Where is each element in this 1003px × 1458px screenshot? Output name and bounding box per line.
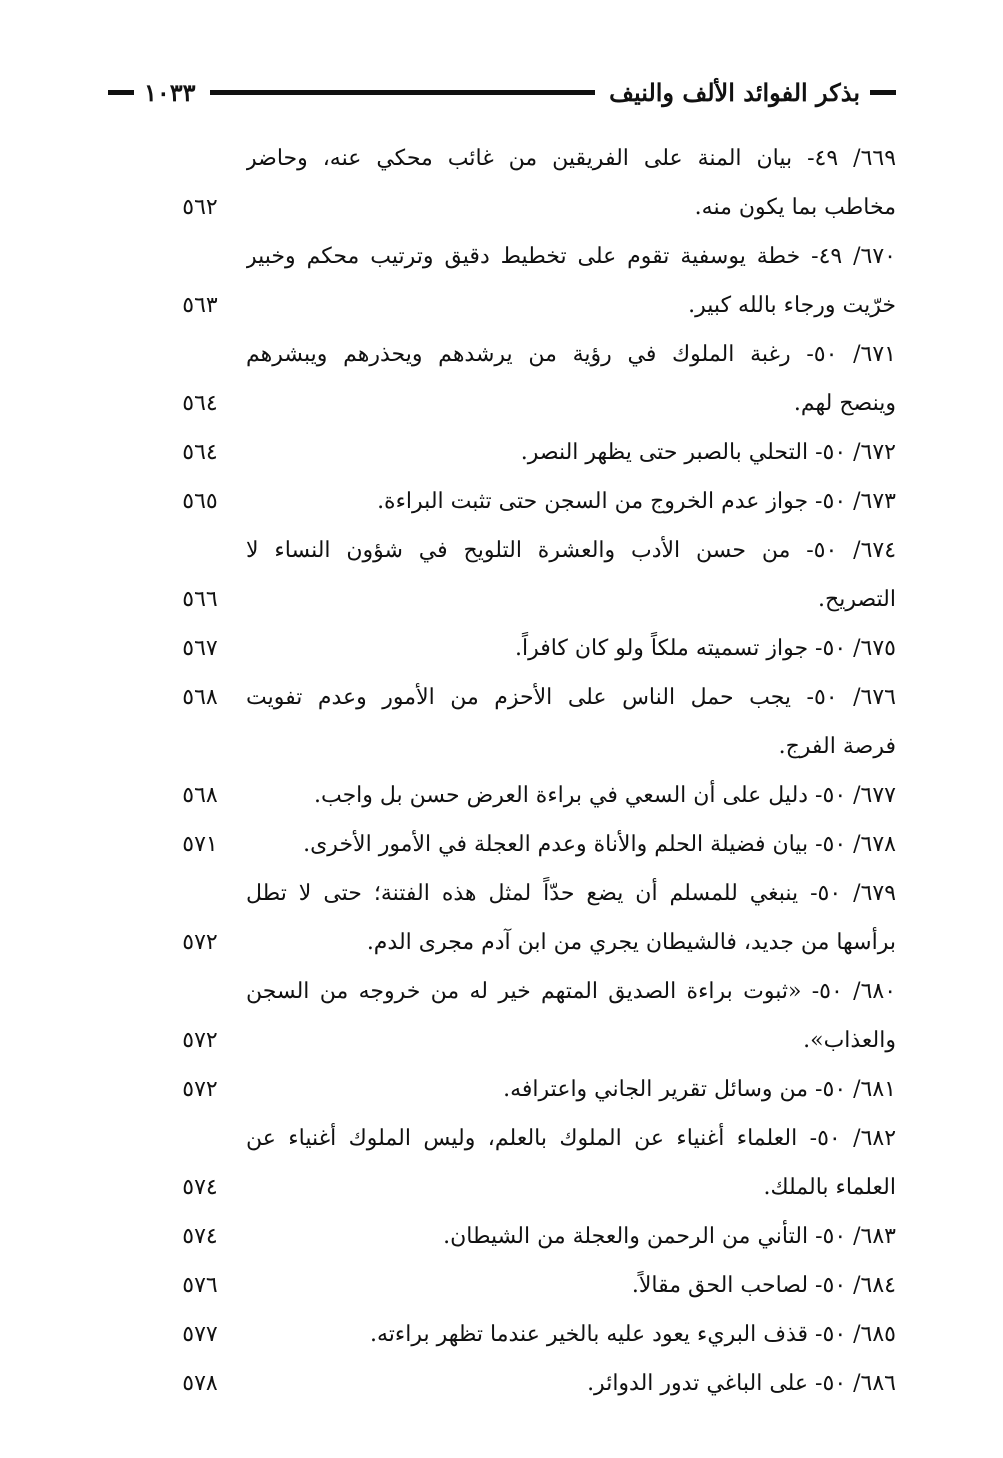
- entry-text: العلماء بالملك.: [763, 1175, 896, 1200]
- entry-text: ٦٧٢/ ٥٠- التحلي بالصبر حتى يظهر النصر.: [520, 440, 896, 465]
- header-page-number: ١٠٣٣: [144, 77, 196, 107]
- entry-text: ٦٨٢/ ٥٠- العلماء أغنياء عن الملوك بالعلم، وليس الملوك أغنياء عن: [246, 1126, 896, 1151]
- index-entry-line: [108, 870, 896, 918]
- entry-text: فرصة الفرج.: [778, 734, 896, 759]
- entry-text: ٦٧١/ ٥٠- رغبة الملوك في رؤية من يرشدهم ويحذرهم ويبشرهم: [246, 342, 896, 367]
- index-entry-line: [108, 1017, 896, 1065]
- entry-page-number: ٥٦٧: [182, 636, 218, 661]
- entry-page-number: ٥٦٣: [182, 293, 218, 318]
- entry-page-number: ٥٦٢: [182, 195, 218, 220]
- entry-text: ٦٨٥/ ٥٠- قذف البريء يعود عليه بالخير عندما تظهر براءته.: [369, 1322, 896, 1347]
- entry-text: ٦٧٥/ ٥٠- جواز تسميته ملكاً ولو كان كافراً.: [514, 636, 896, 661]
- entry-page-number: ٥٧٨: [182, 1371, 218, 1396]
- index-entry-line: [108, 1311, 896, 1359]
- index-entry-line: [108, 674, 896, 722]
- entry-text: ٦٧٩/ ٥٠- ينبغي للمسلم أن يضع حدّاً لمثل هذه الفتنة؛ حتى لا تطل: [246, 881, 896, 906]
- index-entry-line: [108, 282, 896, 330]
- index-entry-line: [108, 233, 896, 281]
- entry-text: ٦٧٣/ ٥٠- جواز عدم الخروج من السجن حتى تثبت البراءة.: [377, 489, 896, 514]
- header-dash-right: [870, 90, 896, 95]
- entry-text: ٦٧٨/ ٥٠- بيان فضيلة الحلم والأناة وعدم العجلة في الأمور الأخرى.: [303, 832, 896, 857]
- entry-text: خرّيت ورجاء بالله كبير.: [688, 293, 896, 318]
- index-entry-line: [108, 723, 896, 771]
- entry-page-number: ٥٦٦: [182, 587, 218, 612]
- entry-text: ٦٨٣/ ٥٠- التأني من الرحمن والعجلة من الشيطان.: [443, 1224, 896, 1249]
- index-entry-line: [108, 478, 896, 526]
- entry-page-number: ٥٧٢: [182, 1028, 218, 1053]
- entry-page-number: ٥٦٨: [182, 685, 218, 710]
- entry-page-number: ٥٧٧: [182, 1322, 218, 1347]
- index-entry-line: [108, 331, 896, 379]
- header-title: بذكر الفوائد الألف والنيف: [609, 77, 860, 107]
- index-entry-line: [108, 380, 896, 428]
- index-entry-line: [108, 1262, 896, 1310]
- header-dash-left: [108, 90, 134, 95]
- entry-page-number: ٥٧٤: [182, 1224, 218, 1249]
- index-entry-line: [108, 527, 896, 575]
- index-entry-line: [108, 919, 896, 967]
- index-entry-line: [108, 135, 896, 183]
- index-entry-line: [108, 1213, 896, 1261]
- entry-text: مخاطب بما يكون منه.: [694, 195, 896, 220]
- index-entry-line: [108, 1115, 896, 1163]
- index-entry-line: [108, 576, 896, 624]
- entry-text: ٦٧٧/ ٥٠- دليل على أن السعي في براءة العرض حسن بل واجب.: [313, 783, 896, 808]
- entry-text: ٦٨٤/ ٥٠- لصاحب الحق مقالاً.: [631, 1273, 896, 1298]
- running-header: [108, 70, 896, 114]
- entry-text: ٦٨٠/ ٥٠- «ثبوت براءة الصديق المتهم خير له من خروجه من السجن: [246, 979, 896, 1004]
- index-entry-line: [108, 1066, 896, 1114]
- index-entry-line: [108, 772, 896, 820]
- entry-text: ٦٨١/ ٥٠- من وسائل تقرير الجاني واعترافه.: [503, 1077, 896, 1102]
- entry-text: ٦٨٦/ ٥٠- على الباغي تدور الدوائر.: [587, 1371, 896, 1396]
- entry-text: برأسها من جديد، فالشيطان يجري من ابن آدم مجرى الدم.: [366, 930, 896, 955]
- header-rule: [210, 90, 596, 95]
- entry-text: وينصح لهم.: [793, 391, 896, 416]
- entry-page-number: ٥٧٤: [182, 1175, 218, 1200]
- entry-page-number: ٥٦٨: [182, 783, 218, 808]
- index-entry-line: [108, 1164, 896, 1212]
- entry-text: ٦٦٩/ ٤٩- بيان المنة على الفريقين من غائب محكي عنه، وحاضر: [246, 146, 896, 171]
- entry-text: ٦٧٤/ ٥٠- من حسن الأدب والعشرة التلويح في شؤون النساء لا: [246, 538, 896, 563]
- index-entry-line: [108, 184, 896, 232]
- entry-text: ٦٧٠/ ٤٩- خطة يوسفية تقوم على تخطيط دقيق وترتيب محكم وخبير: [246, 244, 896, 269]
- entry-page-number: ٥٧٦: [182, 1273, 218, 1298]
- entry-page-number: ٥٦٥: [182, 489, 218, 514]
- entry-text: التصريح.: [818, 587, 896, 612]
- index-entry-line: [108, 968, 896, 1016]
- index-entry-line: [108, 1360, 896, 1408]
- index-entry-line: [108, 821, 896, 869]
- entry-page-number: ٥٦٤: [182, 391, 218, 416]
- entry-page-number: ٥٧٢: [182, 930, 218, 955]
- index-entry-line: [108, 429, 896, 477]
- entry-page-number: ٥٧١: [182, 832, 218, 857]
- entry-text: ٦٧٦/ ٥٠- يجب حمل الناس على الأحزم من الأمور وعدم تفويت: [246, 685, 896, 710]
- entry-page-number: ٥٧٢: [182, 1077, 218, 1102]
- entry-page-number: ٥٦٤: [182, 440, 218, 465]
- index-entry-line: [108, 625, 896, 673]
- entry-text: والعذاب».: [803, 1028, 896, 1053]
